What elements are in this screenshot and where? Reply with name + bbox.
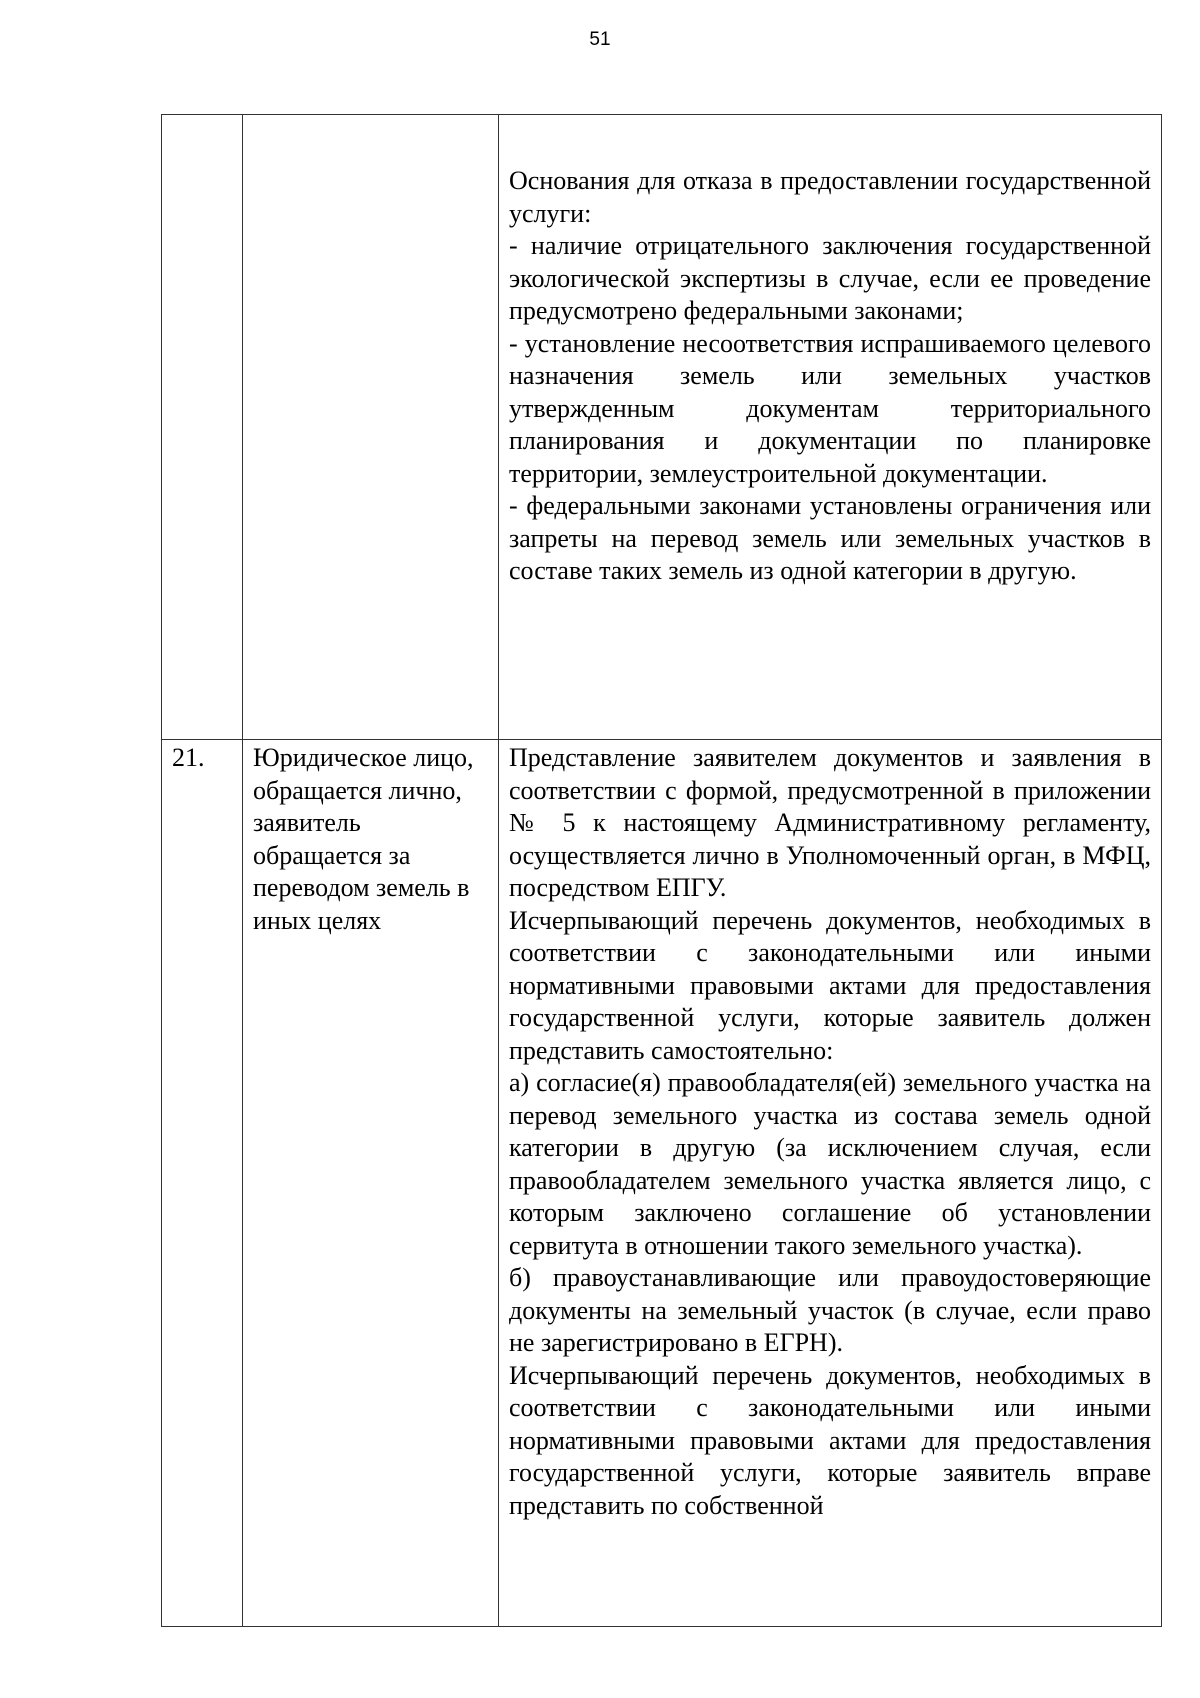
paragraph: Исчерпывающий перечень документов, необходимых в соответствии с законодательными или иными нормативными правовыми актами для предоставления государственной услуги, которые заявитель должен представить самостоятельно: [509, 905, 1151, 1065]
row-text-cell [499, 740, 1162, 1627]
paragraph: - федеральными законами установлены ограничения или запреты на перевод земель или земельных участков в составе таких земель из одной категории в другую. [509, 491, 1151, 585]
document-table [161, 114, 1162, 1627]
row-number-cell: 21. [162, 740, 243, 1627]
paragraph: Основания для отказа в предоставлении государственной услуги: [509, 166, 1151, 228]
table-row [162, 740, 1162, 1627]
row-number-cell [162, 115, 243, 740]
table-row [162, 115, 1162, 740]
paragraph: а) согласие(я) правообладателя(ей) земельного участка на перевод земельного участка из состава земель одной категории в другую (за исключением случая, если правообладателем земельного участка является лицо, с которым заключено соглашение об установлении сервитута в отношении такого земельного участка). [509, 1068, 1151, 1260]
row-text-cell [499, 115, 1162, 740]
row-description-cell: Юридическое лицо, обращается лично, заявитель обращается за переводом земель в иных целях [243, 740, 499, 1627]
paragraph: - наличие отрицательного заключения государственной экологической экспертизы в случае, если ее проведение предусмотрено федеральными законами; [509, 231, 1151, 325]
paragraph: Исчерпывающий перечень документов, необходимых в соответствии с законодательными или иными нормативными правовыми актами для предоставления государственной услуги, которые заявитель вправе представить по собственной [509, 1360, 1151, 1520]
paragraph: - установление несоответствия испрашиваемого целевого назначения земель или земельных участков утвержденным документам территориального планирования и документации по планировке территории, землеустроительной документации. [509, 328, 1151, 488]
paragraph: б) правоустанавливающие или правоудостоверяющие документы на земельный участок (в случае, если право не зарегистрировано в ЕГРН). [509, 1263, 1151, 1357]
page-number: 51 [589, 29, 611, 50]
row-description-cell [243, 115, 499, 740]
paragraph: Представление заявителем документов и заявления в соответствии с формой, предусмотренной в приложении № 5 к настоящему Административному регламенту, осуществляется лично в Уполномоченный орган, в МФЦ, посредством ЕПГУ. [509, 743, 1151, 902]
